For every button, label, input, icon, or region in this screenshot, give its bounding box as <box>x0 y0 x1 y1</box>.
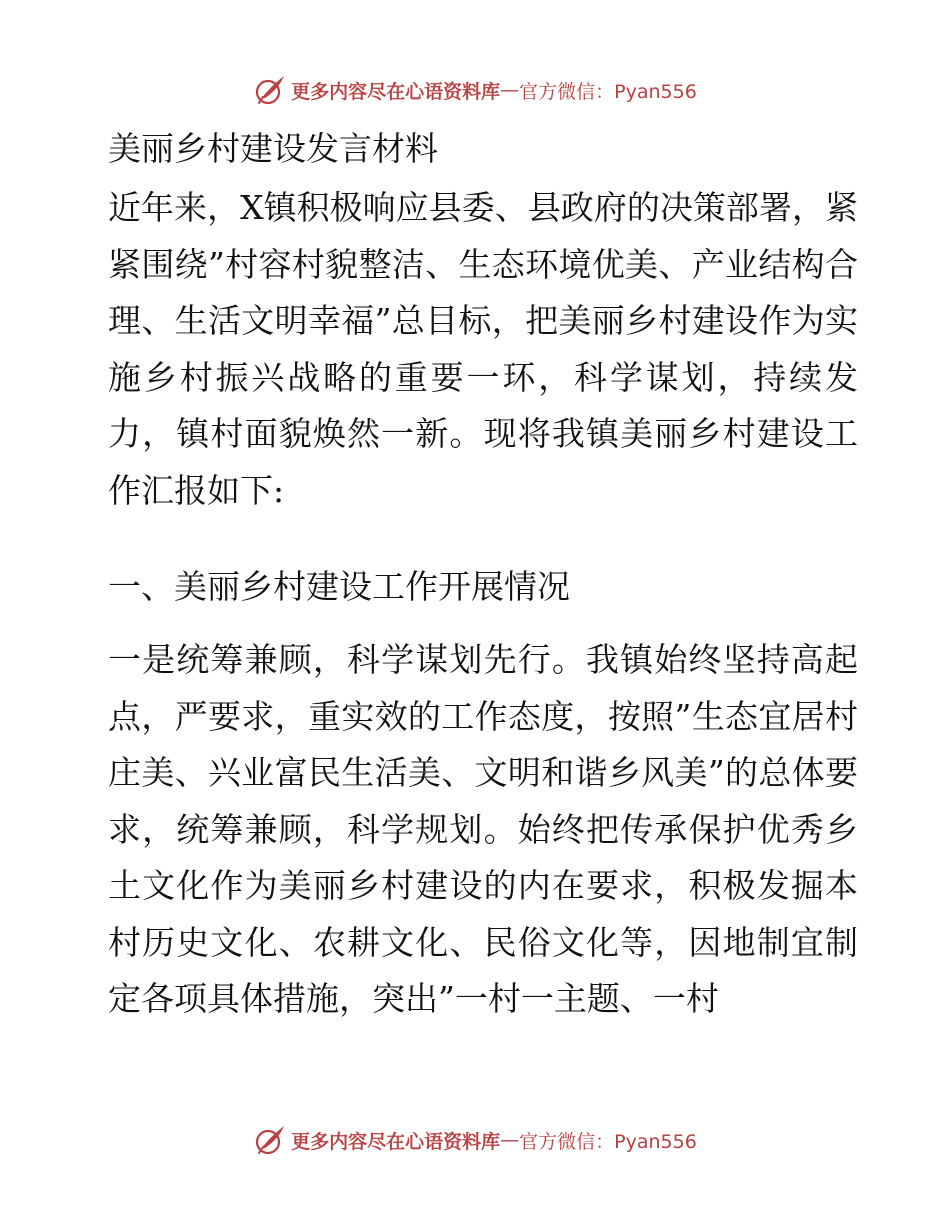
intro-paragraph: 近年来，X镇积极响应县委、县政府的决策部署，紧紧围绕”村容村貌整洁、生态环境优美、产业结构合理、生活文明幸福”总目标，把美丽乡村建设作为实施乡村振兴战略的重要一环，科学谋划，持续发力，镇村面貌焕然一新。现将我镇美丽乡村建设工作汇报如下: <box>108 188 858 510</box>
watermark-sub-text: 官方微信：Pyan556 <box>519 80 697 103</box>
section-heading: 一、美丽乡村建设工作开展情况 <box>108 567 570 606</box>
watermark-brand-text: 更多内容尽在心语资料库 <box>291 1130 501 1153</box>
watermark-brand-text: 更多内容尽在心语资料库 <box>291 80 501 103</box>
watermark-separator: — <box>500 79 520 101</box>
quill-pen-icon <box>253 1123 287 1157</box>
footer-watermark <box>0 1120 950 1160</box>
watermark-separator: — <box>500 1129 520 1151</box>
quill-pen-icon <box>253 73 287 107</box>
document-title: 美丽乡村建设发言材料 <box>108 129 438 168</box>
watermark-sub-text: 官方微信：Pyan556 <box>519 1130 697 1153</box>
section-paragraph: 一是统筹兼顾，科学谋划先行。我镇始终坚持高起点，严要求，重实效的工作态度，按照”生态宜居村庄美、兴业富民生活美、文明和谐乡风美”的总体要求，统筹兼顾，科学规划。始终把传承保护优秀乡土文化作为美丽乡村建设的内在要求，积极发掘本村历史文化、农耕文化、民俗文化等，因地制宜制定各项具体措施，突出”一村一主题、一村 <box>108 640 858 1018</box>
header-watermark <box>0 70 950 110</box>
